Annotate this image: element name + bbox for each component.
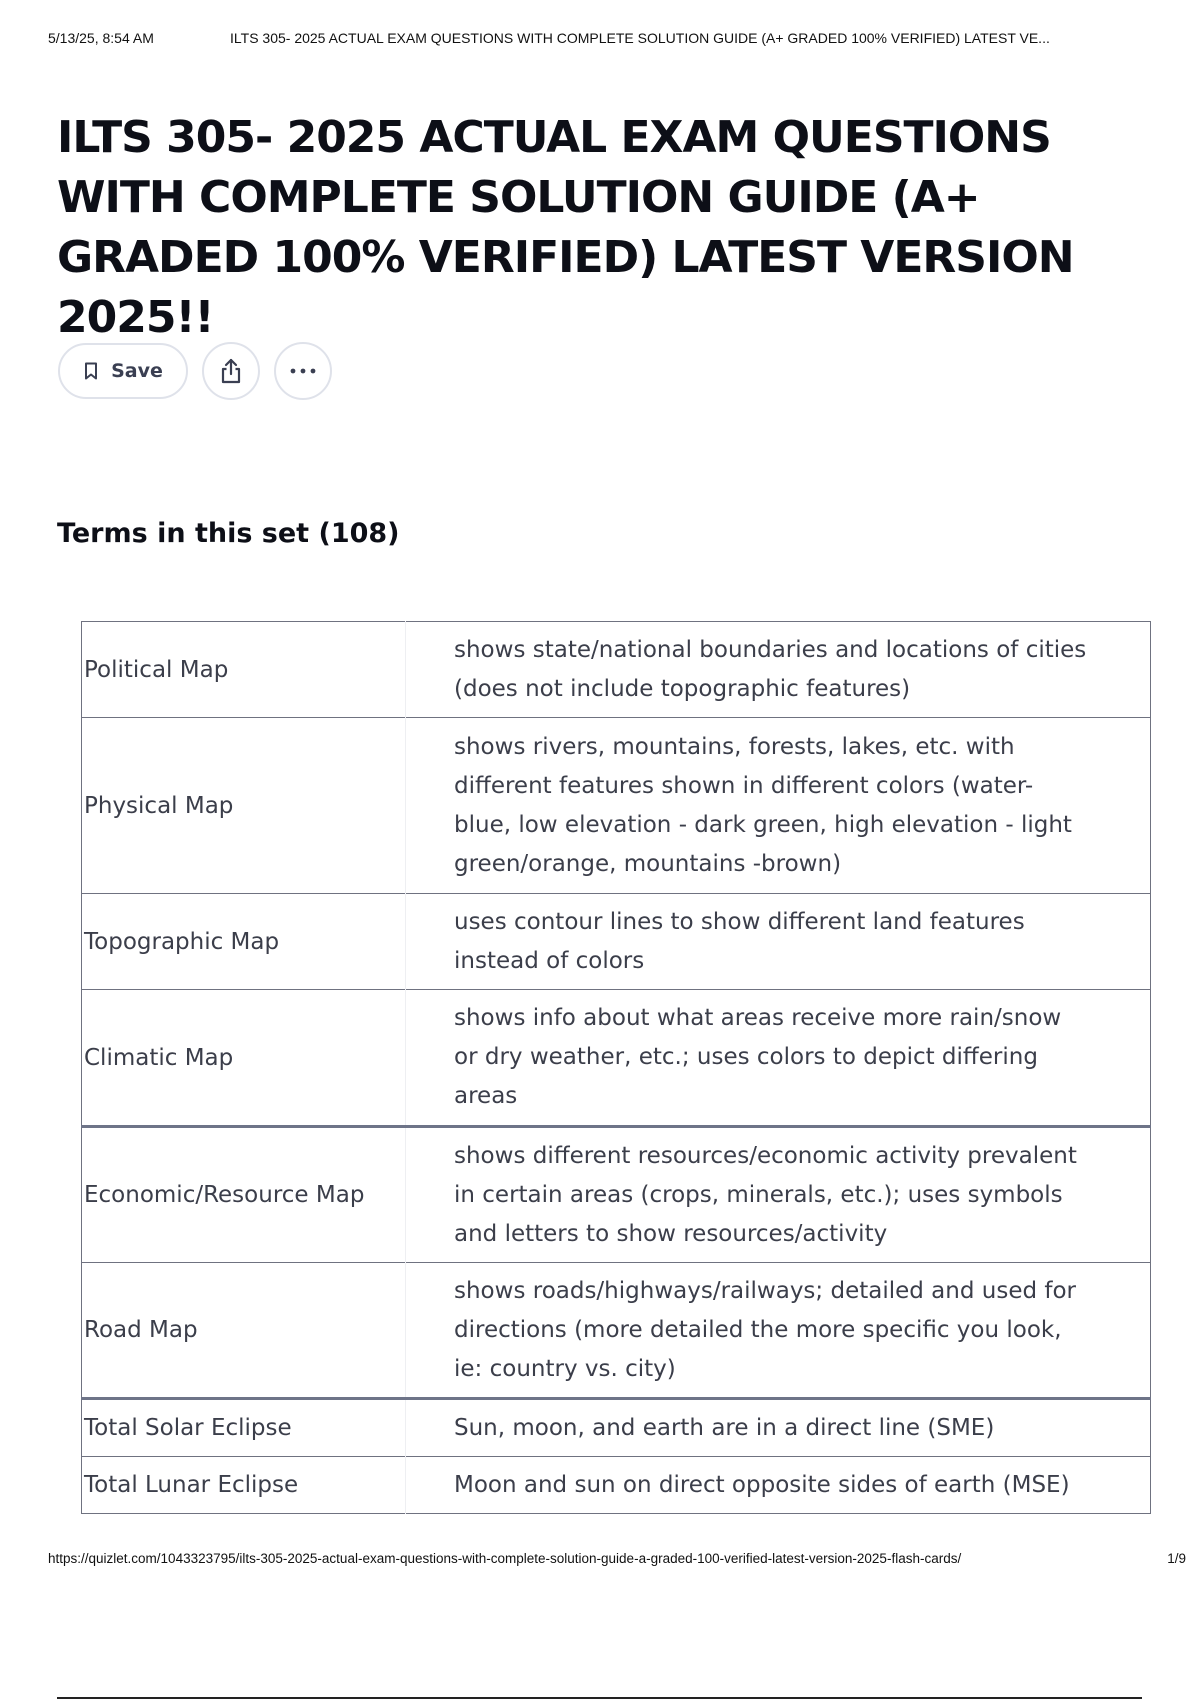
- definition-cell: uses contour lines to show different land features instead of colors: [454, 908, 1025, 974]
- save-button-label: Save: [111, 360, 163, 382]
- term-row: [82, 622, 1151, 718]
- term-cell: Political Map: [82, 622, 406, 718]
- print-date-time: 5/13/25, 8:54 AM: [48, 30, 154, 46]
- print-page-title: ILTS 305- 2025 ACTUAL EXAM QUESTIONS WITH COMPLETE SOLUTION GUIDE (A+ GRADED 100% VERIFIED) LATEST VE...: [230, 30, 1050, 46]
- share-icon: [218, 357, 244, 385]
- bottom-divider: [57, 1697, 1142, 1699]
- term-cell: Physical Map: [82, 718, 406, 894]
- definition-cell: Sun, moon, and earth are in a direct line (SME): [454, 1414, 995, 1441]
- more-options-button[interactable]: [274, 342, 332, 400]
- definition-cell: shows rivers, mountains, forests, lakes, etc. with different features shown in different colors (water-blue, low elevation - dark green, high elevation - light green/orange, mountains -brown): [454, 733, 1072, 877]
- term-cell: Total Lunar Eclipse: [82, 1457, 406, 1514]
- definition-cell: shows roads/highways/railways; detailed and used for directions (more detailed the more specific you look, ie: country vs. city): [454, 1277, 1076, 1382]
- term-row: [82, 1457, 1151, 1514]
- term-row: [82, 1127, 1151, 1263]
- term-row: [82, 894, 1151, 990]
- term-row: [82, 1263, 1151, 1399]
- term-row: [82, 990, 1151, 1127]
- definition-cell: shows different resources/economic activity prevalent in certain areas (crops, minerals, etc.); uses symbols and letters to show resources/activity: [454, 1142, 1077, 1247]
- definition-cell: shows info about what areas receive more rain/snow or dry weather, etc.; uses colors to depict differing areas: [454, 1005, 1062, 1109]
- definition-cell: Moon and sun on direct opposite sides of earth (MSE): [454, 1471, 1070, 1498]
- page-title: ILTS 305- 2025 ACTUAL EXAM QUESTIONS WITH COMPLETE SOLUTION GUIDE (A+ GRADED 100% VERIFIED) LATEST VERSION 2025!!: [57, 112, 1074, 343]
- save-button[interactable]: [58, 343, 188, 399]
- print-url: https://quizlet.com/1043323795/ilts-305-2025-actual-exam-questions-with-complete-solution-guide-a-graded-100-verified-latest-version-2025-flash-cards/: [48, 1551, 962, 1566]
- terms-table: [81, 621, 1151, 1514]
- term-row: [82, 718, 1151, 894]
- bookmark-icon: [83, 361, 99, 381]
- term-cell: Economic/Resource Map: [82, 1127, 406, 1263]
- page-number: 1/9: [1167, 1551, 1186, 1566]
- share-button[interactable]: [202, 342, 260, 400]
- term-cell: Total Solar Eclipse: [82, 1399, 406, 1457]
- term-row: [82, 1399, 1151, 1457]
- term-cell: Topographic Map: [82, 894, 406, 990]
- definition-cell: shows state/national boundaries and locations of cities (does not include topographic features): [454, 636, 1087, 702]
- term-cell: Climatic Map: [82, 990, 406, 1127]
- term-cell: Road Map: [82, 1263, 406, 1399]
- action-bar: [58, 342, 346, 400]
- terms-heading: Terms in this set (108): [57, 518, 400, 549]
- more-horizontal-icon: [289, 367, 317, 375]
